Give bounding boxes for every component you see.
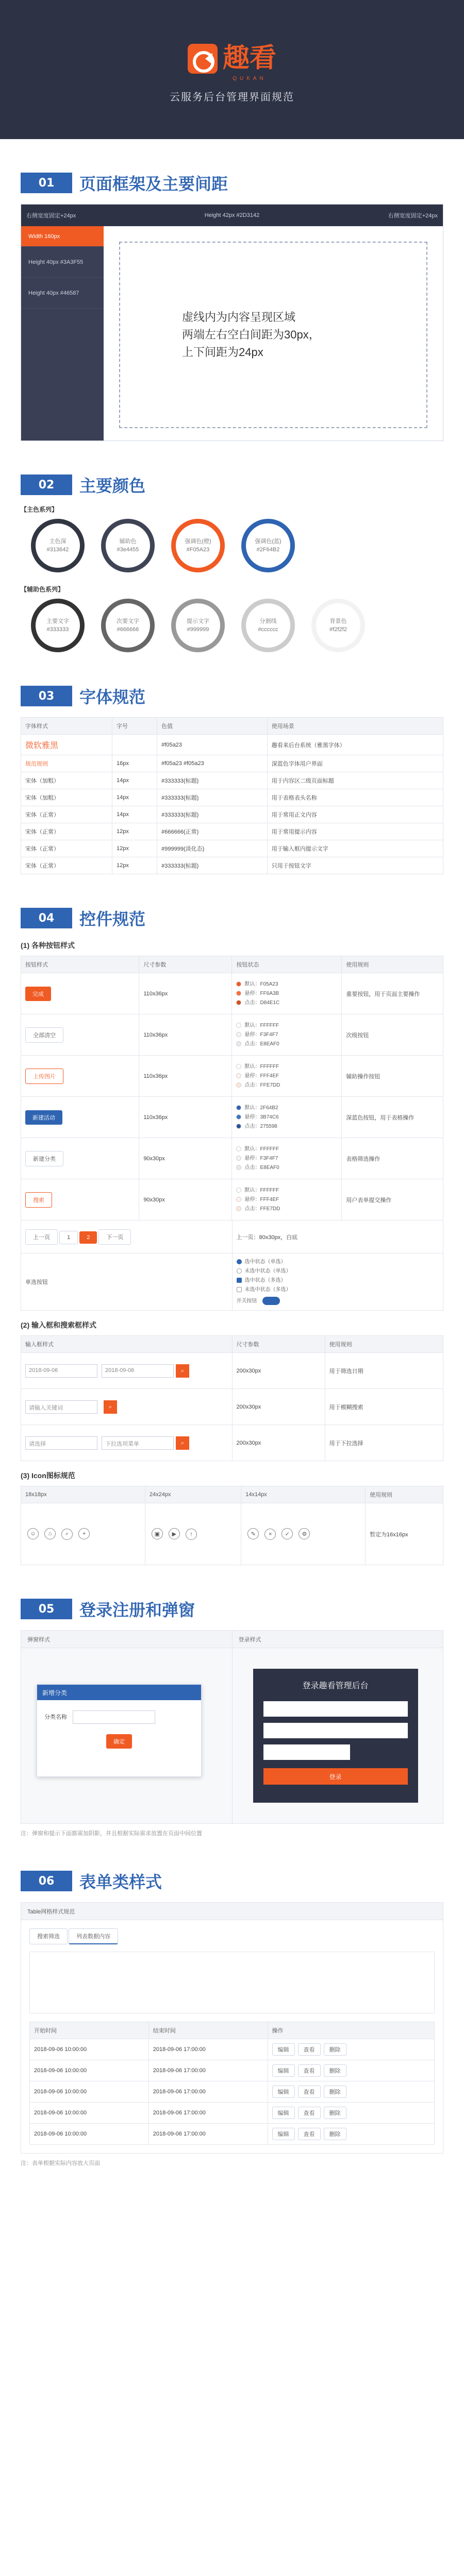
sample-button[interactable]: 全部清空 — [25, 1027, 63, 1043]
state-text: 点击：E8EAF0 — [244, 1041, 279, 1047]
cell-start: 2018-09-06 10:00:00 — [30, 2103, 149, 2124]
logo-text: 趣看 — [222, 42, 276, 74]
table-row — [30, 2039, 435, 2060]
color-swatch — [101, 519, 155, 572]
input-rule: 用于筛选日期 — [325, 1353, 443, 1389]
table-demo-title: Table网格样式规范 — [21, 1903, 443, 1920]
table-header: 字体样式 — [21, 718, 112, 735]
state-text: 悬停：FFF4EF — [244, 1073, 279, 1079]
table-row — [21, 857, 443, 874]
table-cell: 宋体（加粗） — [21, 789, 112, 806]
button-rule: 次级按钮 — [342, 1014, 443, 1056]
button-size: 110x36px — [139, 1097, 232, 1138]
button-size: 90x30px — [139, 1179, 232, 1221]
table-header: 按钮样式 — [21, 956, 139, 973]
table-demo — [21, 1902, 443, 2154]
table-cell: 12px — [112, 823, 157, 840]
state-text: 悬停：3B74C6 — [244, 1114, 279, 1120]
state-dot-icon — [236, 1206, 241, 1211]
state-dot-icon — [236, 1124, 241, 1129]
state-text: 点击：E8EAF0 — [244, 1164, 279, 1171]
table-row — [30, 2060, 435, 2081]
topbar-mid-note: Height 42px #2D3142 — [204, 212, 260, 218]
color-swatch — [171, 519, 225, 572]
search-icon[interactable]: ⌕ — [176, 1436, 189, 1450]
table-header: 14x14px — [241, 1486, 366, 1503]
table-row — [30, 2124, 435, 2145]
table-row — [30, 2103, 435, 2124]
content-area — [119, 242, 427, 428]
color-name: 主要文字 — [46, 618, 69, 624]
checkbox-option: 未选中状态（多选） — [244, 1287, 291, 1293]
image-icon: ▣ — [152, 1528, 163, 1539]
checkbox-checked-icon[interactable] — [237, 1278, 242, 1283]
state-dot-icon — [236, 1000, 241, 1005]
state-text: 点击：D84E1C — [244, 999, 280, 1006]
topbar-right-note: 右侧宽度固定+24px — [388, 213, 438, 219]
state-text: 悬停：F3F4F7 — [244, 1031, 278, 1038]
state-text: 默认：2F64B2 — [244, 1105, 278, 1111]
note-line: 上下间距为24px — [182, 346, 263, 359]
table-row — [21, 789, 443, 806]
pager-note: 上一页：80x30px，白底 — [232, 1221, 443, 1253]
filter-area — [29, 1952, 435, 2013]
note-line: 虚线内为内容呈现区域 — [182, 311, 296, 324]
row-op-button[interactable]: 删除 — [324, 2128, 346, 2140]
table-header: 操作 — [268, 2022, 434, 2039]
button-size: 110x36px — [139, 1056, 232, 1097]
section-colors — [0, 472, 464, 652]
table-cell: 宋体（正常） — [21, 823, 112, 840]
note-line: 两端左右空白间距为30px， — [182, 328, 320, 341]
color-hex: #F05A23 — [186, 547, 210, 553]
cell-end: 2018-09-06 17:00:00 — [148, 2124, 268, 2145]
state-text: 默认：FFFFFF — [244, 1022, 279, 1028]
table-row — [21, 1056, 443, 1097]
row-op-button[interactable]: 编辑 — [272, 2043, 295, 2056]
color-hex: #666666 — [117, 626, 139, 633]
table-row — [21, 806, 443, 823]
section-title: 主要颜色 — [79, 477, 146, 495]
state-dot-icon — [236, 1188, 241, 1193]
table-cell: 宋体（正常） — [21, 840, 112, 857]
color-hex: #cccccc — [258, 626, 278, 633]
table-cell: 14px — [112, 789, 157, 806]
login-title: 登录趣看管理后台 — [302, 1682, 369, 1690]
section-title: 页面框架及主要间距 — [79, 175, 228, 193]
section-title: 登录注册和弹窗 — [79, 1601, 195, 1619]
row-op-button[interactable]: 查看 — [298, 2107, 321, 2119]
row-op-button[interactable]: 删除 — [324, 2086, 346, 2098]
table-row — [21, 735, 443, 755]
aux-color-label: 【辅助色系列】 — [21, 586, 64, 593]
check-icon: ✓ — [281, 1528, 293, 1539]
layout-mock — [21, 204, 443, 441]
table-cell: #666666(正常) — [157, 823, 268, 840]
table-cell: 用于表格表头名称 — [267, 789, 443, 806]
input-rule: 用于模糊搜索 — [325, 1389, 443, 1425]
section-number: 01 — [21, 173, 72, 193]
video-icon: ▶ — [169, 1528, 180, 1539]
table-header: 尺寸参数 — [232, 1336, 325, 1353]
table-cell: #333333(标题) — [157, 772, 268, 789]
captcha-field[interactable] — [263, 1744, 350, 1760]
table-cell: 用于内容区二级页面标题 — [267, 772, 443, 789]
cell-start: 2018-09-06 10:00:00 — [30, 2081, 149, 2103]
state-text: 默认：FFFFFF — [244, 1187, 279, 1193]
cell-start: 2018-09-06 10:00:00 — [30, 2060, 149, 2081]
state-dot-icon — [236, 1073, 241, 1078]
table-cell: #f05a23 #f05a23 — [157, 755, 268, 772]
color-name: 分割线 — [259, 618, 277, 624]
color-swatch — [31, 599, 85, 652]
username-field[interactable] — [263, 1701, 408, 1717]
sample-input[interactable]: 下拉选项菜单 — [102, 1436, 174, 1450]
table-cell: 宋体（正常） — [21, 806, 112, 823]
inputs-subtitle: (2) 输入框和搜索框样式 — [21, 1321, 96, 1329]
login-box — [253, 1669, 418, 1803]
section-number: 06 — [21, 1871, 72, 1891]
row-op-button[interactable]: 删除 — [324, 2043, 346, 2056]
tab-filter[interactable]: 搜索筛选 — [29, 1928, 68, 1944]
button-size: 90x30px — [139, 1138, 232, 1179]
table-cell: 宋体（加粗） — [21, 772, 112, 789]
buttons-table — [21, 956, 443, 1221]
color-hex: #f2f2f2 — [329, 626, 347, 633]
table-cell: 微软雅黑 — [21, 735, 112, 755]
table-cell — [112, 735, 157, 755]
color-hex: #2F64B2 — [256, 547, 280, 553]
delete-icon: × — [264, 1529, 276, 1540]
radio-checked-icon[interactable] — [237, 1259, 242, 1264]
state-dot-icon — [236, 1156, 241, 1161]
table-header: 24x24px — [145, 1486, 241, 1503]
button-rule: 表格筛选操作 — [342, 1138, 443, 1179]
table-header: 输入框样式 — [21, 1336, 233, 1353]
color-name: 背景色 — [329, 618, 347, 624]
table-note: 注：表单根据实际内容放大页面 — [21, 2160, 100, 2166]
cell-start: 2018-09-06 10:00:00 — [30, 2124, 149, 2145]
table-row — [21, 1353, 443, 1389]
state-dot-icon — [236, 981, 241, 987]
color-swatch — [311, 599, 365, 652]
color-name: 强调色(蓝) — [255, 538, 281, 545]
table-cell: 趣看来后台系统（雅黑字体） — [267, 735, 443, 755]
button-size: 110x36px — [139, 1014, 232, 1056]
state-dot-icon — [236, 1165, 241, 1170]
color-name: 次要文字 — [117, 618, 139, 624]
color-hex: #3e4455 — [117, 547, 139, 553]
color-swatch — [241, 599, 295, 652]
logo-mark-icon — [188, 44, 218, 74]
button-rule: 用户表单提交操作 — [342, 1179, 443, 1221]
table-cell: 深蓝色字体用户界面 — [267, 755, 443, 772]
button-rule: 辅助操作按钮 — [342, 1056, 443, 1097]
state-text: 默认：FFFFFF — [244, 1146, 279, 1152]
dialog-ok-button[interactable]: 确定 — [106, 1734, 132, 1749]
table-row — [21, 755, 443, 772]
state-text: 默认：FFFFFF — [244, 1063, 279, 1070]
row-op-button[interactable]: 查看 — [298, 2128, 321, 2140]
cell-end: 2018-09-06 17:00:00 — [148, 2060, 268, 2081]
row-op-button[interactable]: 编辑 — [272, 2128, 295, 2140]
table-cell: 规范规则 — [21, 755, 112, 772]
button-rule: 重要按钮，用于页面主要操作 — [342, 973, 443, 1014]
table-row — [21, 840, 443, 857]
section-controls — [0, 905, 464, 1565]
sample-button[interactable]: 搜索 — [25, 1192, 52, 1208]
cell-end: 2018-09-06 17:00:00 — [148, 2103, 268, 2124]
row-op-button[interactable]: 编辑 — [272, 2086, 295, 2098]
checkbox-unchecked-icon[interactable] — [237, 1287, 242, 1292]
table-header: 按钮状态 — [232, 956, 342, 973]
data-table — [29, 2022, 435, 2145]
table-cell: #f05a23 — [157, 735, 268, 755]
sample-button[interactable]: 完成 — [25, 987, 51, 1001]
next-page-button[interactable]: 下一页 — [98, 1229, 131, 1245]
tab-list[interactable]: 列表数据内容 — [69, 1928, 118, 1944]
state-dot-icon — [236, 1041, 241, 1046]
main-color-label: 【主色系列】 — [21, 506, 58, 513]
add-icon: + — [78, 1528, 90, 1539]
table-header: 字号 — [112, 718, 157, 735]
icon-rule: 暂定为16x16px — [366, 1503, 443, 1565]
sample-input[interactable]: 请选择 — [25, 1436, 97, 1450]
table-cell: #333333(标题) — [157, 806, 268, 823]
checkbox-option: 选中状态（多选） — [244, 1278, 286, 1283]
section-layout — [0, 170, 464, 441]
row-op-button[interactable]: 编辑 — [272, 2064, 295, 2077]
table-cell: 14px — [112, 806, 157, 823]
color-hex: #333333 — [46, 626, 69, 633]
color-swatch — [241, 519, 295, 572]
row-op-button[interactable]: 编辑 — [272, 2107, 295, 2119]
row-op-button[interactable]: 删除 — [324, 2107, 346, 2119]
input-size: 200x30px — [232, 1425, 325, 1461]
prev-page-button[interactable]: 上一页 — [25, 1229, 58, 1245]
section-number: 05 — [21, 1599, 72, 1619]
button-size: 110x36px — [139, 973, 232, 1014]
font-table — [21, 717, 443, 874]
section-tables — [0, 1868, 464, 2167]
color-name: 强调色(橙) — [185, 538, 211, 545]
edit-icon: ✎ — [247, 1528, 259, 1539]
aux-color-swatches — [21, 599, 443, 652]
sample-button[interactable]: 新建活动 — [25, 1110, 62, 1125]
pager-table — [21, 1220, 443, 1311]
table-row — [21, 1097, 443, 1138]
state-text: 悬停：F3F4F7 — [244, 1155, 278, 1161]
radio-unchecked-icon[interactable] — [237, 1268, 242, 1274]
table-header: 结束时间 — [148, 2022, 268, 2039]
sidebar-item: Width 160px — [21, 226, 104, 247]
topbar-left-note: 右侧宽度固定+24px — [26, 213, 76, 219]
logo — [188, 36, 276, 81]
table-header: 使用规则 — [342, 956, 443, 973]
search-icon[interactable]: ⌕ — [104, 1400, 117, 1414]
sample-button[interactable]: 上传图片 — [25, 1069, 63, 1084]
state-text: 默认：F05A23 — [244, 981, 278, 987]
input-rule: 用于下拉选择 — [325, 1425, 443, 1461]
state-text: 点击：FFE7DD — [244, 1206, 280, 1212]
state-text: 点击：275598 — [244, 1123, 277, 1129]
lock-icon: ⌂ — [44, 1528, 56, 1539]
row-op-button[interactable]: 删除 — [324, 2064, 346, 2077]
table-cell: 用于常用提示内容 — [267, 823, 443, 840]
sidebar-item: Height 40px #3A3F55 — [21, 247, 104, 278]
login-col-head: 登录样式 — [233, 1631, 443, 1648]
table-row — [21, 1179, 443, 1221]
state-dot-icon — [236, 1082, 241, 1088]
section-login — [0, 1596, 464, 1837]
table-row — [21, 1425, 443, 1461]
color-name: 辅助色 — [119, 538, 137, 545]
sample-button[interactable]: 新建分类 — [25, 1151, 63, 1166]
state-text: 点击：FFE7DD — [244, 1082, 280, 1088]
button-rule: 深蓝色按钮，用于表格操作 — [342, 1097, 443, 1138]
state-dot-icon — [236, 991, 241, 996]
state-dot-icon — [236, 1064, 241, 1069]
row-op-button[interactable]: 查看 — [298, 2086, 321, 2098]
cell-end: 2018-09-06 17:00:00 — [148, 2081, 268, 2103]
upload-icon: ↑ — [186, 1529, 197, 1540]
section-number: 04 — [21, 908, 72, 928]
sample-input[interactable]: 2018-09-06 — [102, 1364, 174, 1378]
dialog-col-head: 弹窗样式 — [21, 1631, 232, 1648]
table-cell: 12px — [112, 857, 157, 874]
search-icon: ⌕ — [61, 1529, 73, 1540]
sidebar-item: Height 40px #46587 — [21, 278, 104, 309]
buttons-subtitle: (1) 各种按钮样式 — [21, 941, 75, 950]
main-color-swatches — [21, 519, 443, 572]
state-dot-icon — [236, 1146, 241, 1151]
table-header: 尺寸参数 — [139, 956, 232, 973]
table-cell: 14px — [112, 772, 157, 789]
sample-input[interactable]: 请输入关键词 — [25, 1400, 97, 1414]
table-row — [21, 1138, 443, 1179]
page-header — [0, 0, 464, 139]
color-name: 提示文字 — [187, 618, 209, 624]
login-examples — [21, 1630, 443, 1824]
table-row — [21, 823, 443, 840]
table-cell: #333333(标题) — [157, 857, 268, 874]
switch-label: 开关按钮 — [236, 1298, 257, 1304]
icons-subtitle: (3) Icon图标规范 — [21, 1471, 75, 1480]
row-op-button[interactable]: 查看 — [298, 2064, 321, 2077]
table-cell: #333333(标题) — [157, 789, 268, 806]
color-hex: #999999 — [187, 626, 209, 633]
toggle-switch[interactable] — [262, 1297, 280, 1305]
table-cell: 只用于按钮文字 — [267, 857, 443, 874]
layout-sidebar — [21, 226, 104, 440]
page-title: 云服务后台管理界面规范 — [170, 91, 294, 103]
dialog-field-label: 分类名称 — [44, 1714, 67, 1720]
table-cell: 16px — [112, 755, 157, 772]
state-dot-icon — [236, 1197, 241, 1202]
color-swatch — [31, 519, 85, 572]
dialog-input[interactable] — [73, 1710, 155, 1724]
page-2-button[interactable]: 2 — [79, 1231, 97, 1244]
layout-topbar — [21, 205, 443, 226]
user-icon: ☺ — [27, 1528, 39, 1539]
radio-label: 单选按钮 — [25, 1279, 48, 1285]
sample-input[interactable]: 2018-09-06 — [25, 1364, 97, 1378]
color-hex: #313642 — [46, 547, 69, 553]
content-note — [182, 309, 320, 361]
settings-icon: ⚙ — [299, 1528, 310, 1539]
state-dot-icon — [236, 1023, 241, 1028]
table-header: 使用场景 — [267, 718, 443, 735]
radio-option: 未选中状态（单选） — [244, 1268, 291, 1274]
section-title: 表单类样式 — [79, 1873, 162, 1891]
inputs-table — [21, 1335, 443, 1461]
table-row — [21, 772, 443, 789]
state-dot-icon — [236, 1114, 241, 1120]
color-swatch — [101, 599, 155, 652]
row-op-button[interactable]: 查看 — [298, 2043, 321, 2056]
table-header: 色值 — [157, 718, 268, 735]
radio-option: 选中状态（单选） — [244, 1259, 286, 1265]
password-field[interactable] — [263, 1723, 408, 1738]
section-fonts — [0, 683, 464, 874]
input-size: 200x30px — [232, 1389, 325, 1425]
table-header: 开始时间 — [30, 2022, 149, 2039]
page-1-button[interactable]: 1 — [59, 1231, 78, 1244]
table-cell: #999999(淡化态) — [157, 840, 268, 857]
color-name: 主色深 — [49, 538, 67, 545]
cell-end: 2018-09-06 17:00:00 — [148, 2039, 268, 2060]
login-button[interactable]: 登录 — [263, 1768, 408, 1785]
section-title: 字体规范 — [79, 688, 146, 706]
icons-table — [21, 1486, 443, 1565]
table-header: 18x18px — [21, 1486, 145, 1503]
table-cell: 用于常用正文内容 — [267, 806, 443, 823]
state-dot-icon — [236, 1105, 241, 1110]
section-number: 03 — [21, 686, 72, 706]
table-row — [21, 973, 443, 1014]
cell-start: 2018-09-06 10:00:00 — [30, 2039, 149, 2060]
state-dot-icon — [236, 1032, 241, 1037]
table-header: 使用规则 — [325, 1336, 443, 1353]
login-note: 注：弹窗和提示下面都需加阴影，并且根据实际需求放置在页面中间位置 — [21, 1831, 202, 1837]
section-title: 控件规范 — [79, 910, 146, 928]
table-row — [30, 2081, 435, 2103]
dialog-title: 新增分类 — [37, 1685, 201, 1700]
input-size: 200x30px — [232, 1353, 325, 1389]
state-text: 悬停：FF6A3B — [244, 990, 279, 996]
logo-sub: QUKAN — [233, 75, 267, 81]
table-cell: 12px — [112, 840, 157, 857]
state-text: 悬停：FFF4EF — [244, 1196, 279, 1202]
table-cell: 宋体（正常） — [21, 857, 112, 874]
table-cell: 用于输入框内提示文字 — [267, 840, 443, 857]
table-row — [21, 1014, 443, 1056]
search-icon[interactable]: ⌕ — [176, 1364, 189, 1378]
table-row — [21, 1389, 443, 1425]
color-swatch — [171, 599, 225, 652]
dialog-box — [37, 1684, 202, 1777]
section-number: 02 — [21, 474, 72, 495]
table-header: 使用规则 — [366, 1486, 443, 1503]
